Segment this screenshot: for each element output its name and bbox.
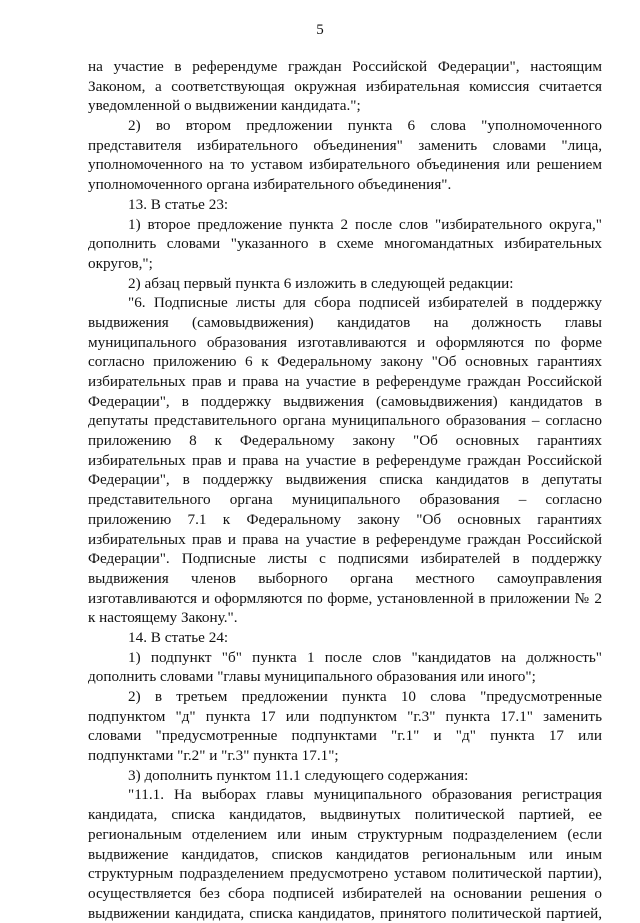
text-line: 14. В статье 24: bbox=[128, 628, 229, 646]
text-line: подпунктом "д" пункта 17 или подпунктом "г.3" пункта 17.1" заменить bbox=[88, 707, 602, 725]
text-line: изготавливаются и оформляются по форме, установленной в приложении № 2 bbox=[88, 589, 602, 607]
text-line: дополнить словами "указанного в схеме многомандатных избирательных bbox=[88, 235, 602, 253]
text-line: выдвижении кандидата, списка кандидатов, принятого политической партией, bbox=[88, 904, 602, 922]
text-line: Федерации", в поддержку выдвижения (самовыдвижения) кандидатов в bbox=[88, 392, 602, 410]
text-line: 1) второе предложение пункта 2 после слов "избирательного округа," bbox=[128, 215, 602, 233]
text-line: 13. В статье 23: bbox=[128, 195, 229, 213]
text-line: избирательных прав и права на участие в референдуме граждан Российской bbox=[88, 451, 602, 469]
text-line: приложению 8 к Федеральному закону "Об основных гарантиях bbox=[88, 432, 602, 450]
text-line: депутаты представительного органа муниципального образования – согласно bbox=[88, 412, 602, 430]
text-line: "6. Подписные листы для сбора подписей избирателей в поддержку bbox=[128, 294, 602, 312]
text-line: региональным отделением или иным структурным подразделением (если bbox=[88, 825, 602, 843]
text-line: 2) в третьем предложении пункта 10 слова "предусмотренные bbox=[128, 688, 602, 705]
document-body bbox=[88, 57, 602, 923]
text-line: избирательных прав и права на участие в референдуме граждан Российской bbox=[88, 530, 602, 548]
text-line: приложению 7.1 к Федеральному закону "Об основных гарантиях bbox=[88, 510, 602, 528]
text-line: выдвижения (самовыдвижения) кандидатов на должность главы bbox=[88, 313, 602, 331]
text-line: словами "предусмотренные подпунктами "г.1" и "д" пункта 17 или bbox=[88, 727, 602, 745]
text-line: уполномоченного на то уставом избирательного объединения или решением bbox=[88, 156, 602, 174]
text-line: представительного органа муниципального образования – согласно bbox=[88, 491, 602, 509]
text-line: уполномоченного органа избирательного объединения". bbox=[88, 176, 452, 194]
page-number: 5 bbox=[316, 22, 324, 38]
text-line: представителя избирательного объединения" заменить словами "лица, bbox=[88, 136, 602, 154]
text-line: муниципального образования изготавливаются и оформляются по форме bbox=[88, 333, 602, 351]
text-line: выдвижение кандидатов, списков кандидатов региональным или иным bbox=[88, 845, 602, 863]
text-line: подпунктами "г.2" и "г.3" пункта 17.1"; bbox=[88, 747, 339, 765]
text-line: округов,"; bbox=[88, 254, 153, 272]
text-line: на участие в референдуме граждан Российской Федерации", настоящим bbox=[88, 58, 602, 75]
text-line: Законом, а соответствующая окружная избирательная комиссия считается bbox=[88, 77, 602, 95]
text-line: осуществляется без сбора подписей избирателей на основании решения о bbox=[88, 884, 602, 902]
text-line: дополнить словами "главы муниципального образования или иного"; bbox=[88, 668, 536, 686]
text-line: избирательных прав и права на участие в референдуме граждан Российской bbox=[88, 373, 602, 390]
text-line: структурным подразделением предусмотрено уставом политической партии), bbox=[88, 865, 602, 883]
text-line: уведомленной о выдвижении кандидата."; bbox=[88, 97, 361, 115]
text-line: 3) дополнить пунктом 11.1 следующего содержания: bbox=[128, 766, 469, 784]
text-line: Федерации", в поддержку выдвижения списка кандидатов в депутаты bbox=[88, 471, 602, 489]
text-line: кандидата, списка кандидатов, выдвинутых политической партией, ее bbox=[88, 806, 602, 824]
text-line: Федерации". Подписные листы с подписями избирателей в поддержку bbox=[88, 550, 602, 568]
text-line: 2) во втором предложении пункта 6 слова "уполномоченного bbox=[128, 117, 602, 135]
text-line: согласно приложению 6 к Федеральному закону "Об основных гарантиях bbox=[88, 353, 602, 371]
text-line: 2) абзац первый пункта 6 изложить в следующей редакции: bbox=[128, 274, 514, 292]
text-line: к настоящему Закону.". bbox=[88, 609, 238, 627]
text-line: выдвижения членов выборного органа местного самоуправления bbox=[88, 569, 602, 587]
text-line: 1) подпункт "б" пункта 1 после слов "кандидатов на должность" bbox=[128, 648, 602, 666]
text-line: "11.1. На выборах главы муниципального образования регистрация bbox=[128, 786, 602, 804]
